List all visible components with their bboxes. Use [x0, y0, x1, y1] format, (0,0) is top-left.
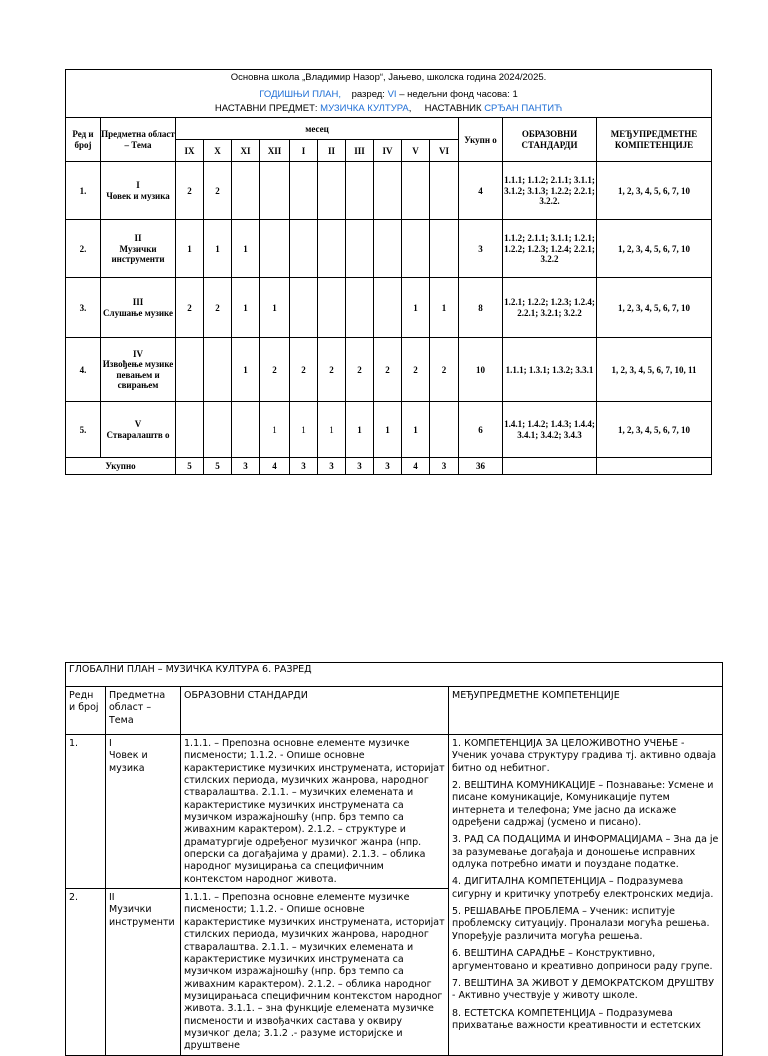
row-total: 6 [459, 402, 503, 458]
hours-cell: 1 [402, 402, 430, 458]
row-topic [101, 278, 176, 338]
topic-name: Стваралаштв о [106, 429, 170, 440]
hours-cell: 1 [402, 278, 430, 338]
hours-cell: 2 [176, 278, 204, 338]
weekly-hours: – недељни фонд часова: 1 [399, 88, 518, 100]
row-competences: 1, 2, 3, 4, 5, 6, 7, 10 [597, 402, 712, 458]
school-line: Основна школа „Владимир Назор“, Јањево, школска година 2024/2025. [230, 72, 547, 83]
topic-name: Човек и музика [109, 750, 148, 774]
hours-cell [290, 220, 318, 278]
hours-cell [290, 278, 318, 338]
row-standards: 1.1.1; 1.3.1; 1.3.2; 3.3.1 [503, 338, 597, 402]
grade-value: VI [387, 88, 397, 100]
hours-cell [260, 162, 290, 220]
hours-cell: 1 [260, 278, 290, 338]
hours-cell [318, 162, 346, 220]
hours-cell: 2 [318, 338, 346, 402]
topic-roman: II [109, 892, 115, 904]
row-topic [101, 338, 176, 402]
total-cell: 3 [430, 458, 459, 475]
col-header-total: Укупн о [459, 118, 503, 162]
row-standards: 1.1.2; 2.1.1; 3.1.1; 1.2.1; 1.2.2; 1.2.3; 1.2.4; 2.2.1; 3.2.2 [503, 220, 597, 278]
col-header-standards: ОБРАЗОВНИ СТАНДАРДИ [181, 687, 449, 735]
hours-cell: 2 [260, 338, 290, 402]
row-total: 4 [459, 162, 503, 220]
hours-cell [374, 278, 402, 338]
topic-name: Музички инструменти [111, 243, 165, 264]
col-header-month: месец [176, 118, 459, 140]
row-topic [106, 735, 181, 889]
topic-roman: I [136, 180, 140, 191]
totals-label: Укупно [66, 458, 176, 475]
col-header-num: Ред и број [66, 118, 101, 162]
month-header: XI [232, 140, 260, 162]
row-standards: 1.2.1; 1.2.2; 1.2.3; 1.2.4; 2.2.1; 3.2.1; 3.2.2 [503, 278, 597, 338]
topic-roman: I [109, 738, 112, 749]
global-plan-table [65, 662, 723, 1056]
table-row [66, 735, 723, 889]
month-header: IV [374, 140, 402, 162]
total-cell: 3 [290, 458, 318, 475]
table-row [66, 338, 712, 402]
row-number: 1. [66, 162, 101, 220]
row-number: 5. [66, 402, 101, 458]
hours-cell [232, 162, 260, 220]
table-row [66, 278, 712, 338]
hours-cell [402, 162, 430, 220]
topic-name: Музички инструменти [109, 904, 175, 928]
hours-cell: 2 [430, 338, 459, 402]
hours-cell: 1 [232, 278, 260, 338]
topic-name: Извођење музике певањем и свирањем [102, 359, 174, 391]
topic-name: Човек и музика [106, 190, 170, 201]
total-cell: 3 [232, 458, 260, 475]
subject-value: МУЗИЧКА КУЛТУРА [320, 102, 409, 114]
competence-item: 5. РЕШАВАЊЕ ПРОБЛЕМА – Ученик: испитује проблемску ситуацију. Проналази могућа решења. Упоређује различита могућа решења. [452, 906, 710, 942]
row-competences: 1, 2, 3, 4, 5, 6, 7, 10 [597, 278, 712, 338]
month-header: I [290, 140, 318, 162]
competence-item: 8. ЕСТЕТСКА КОМПЕТЕНЦИЈА – Подразумева прихватање важности креативности и естетских [452, 1007, 701, 1031]
hours-cell [374, 162, 402, 220]
subject-label: НАСТАВНИ ПРЕДМЕТ: [214, 102, 318, 114]
hours-cell [232, 402, 260, 458]
total-cell: 3 [318, 458, 346, 475]
hours-cell: 2 [290, 338, 318, 402]
hours-cell [176, 402, 204, 458]
table-row [66, 162, 712, 220]
competences-list [449, 735, 723, 1056]
competence-item: 6. ВЕШТИНА САРАДЊЕ – Конструктивно, аргументовано и креативно доприноси раду групе. [452, 948, 713, 972]
competence-item: 7. ВЕШТИНА ЗА ЖИВОТ У ДЕМОКРАТСКОМ ДРУШТВУ - Активно учествује у животу школе. [452, 977, 715, 1002]
month-header: IX [176, 140, 204, 162]
row-number: 2. [66, 220, 101, 278]
topic-roman: II [134, 233, 142, 244]
empty-cell [503, 458, 597, 475]
row-total: 10 [459, 338, 503, 402]
month-header: XII [260, 140, 290, 162]
topic-roman: V [134, 419, 142, 430]
topic-roman: III [132, 297, 144, 308]
hours-cell [346, 220, 374, 278]
row-topic [101, 162, 176, 220]
month-header: VI [430, 140, 459, 162]
col-header-standards: ОБРАЗОВНИ СТАНДАРДИ [503, 118, 597, 162]
row-total: 3 [459, 220, 503, 278]
col-header-area: Предметна област – Тема [106, 687, 181, 735]
hours-cell: 2 [402, 338, 430, 402]
col-header-num: Редн и број [66, 687, 106, 735]
hours-cell: 1 [346, 402, 374, 458]
total-cell: 4 [402, 458, 430, 475]
hours-cell [260, 220, 290, 278]
hours-cell [430, 162, 459, 220]
total-cell: 5 [204, 458, 232, 475]
row-number: 1. [66, 735, 106, 889]
hours-cell: 1 [290, 402, 318, 458]
hours-cell [402, 220, 430, 278]
hours-cell: 2 [374, 338, 402, 402]
plan-header: Основна школа „Владимир Назор“, Јањево, школска година 2024/2025. ГОДИШЊИ ПЛАН, разред: VI – недељни фонд часова: 1 НАСТАВНИ ПРЕДМЕТ: МУЗИЧКА КУЛТУРА, НАСТАВНИК СРЂАН ПАНТИЋ [66, 70, 712, 118]
row-competences: 1, 2, 3, 4, 5, 6, 7, 10, 11 [597, 338, 712, 402]
grade-label: разред: [351, 88, 385, 100]
table-row [66, 220, 712, 278]
hours-cell: 1 [204, 220, 232, 278]
total-cell: 3 [374, 458, 402, 475]
hours-cell [204, 338, 232, 402]
month-header: X [204, 140, 232, 162]
hours-cell: 1 [318, 402, 346, 458]
hours-cell [290, 162, 318, 220]
col-header-competences: МЕЂУПРЕДМЕТНЕ КОМПЕТЕНЦИЈЕ [597, 118, 712, 162]
month-header: V [402, 140, 430, 162]
table-row [66, 402, 712, 458]
competence-item: 4. ДИГИТАЛНА КОМПЕТЕНЦИЈА – Подразумева сигурну и критичку употребу електронских медија. [452, 876, 714, 900]
hours-cell: 1 [430, 278, 459, 338]
teacher-value: СРЂАН ПАНТИЋ [484, 102, 563, 114]
hours-cell: 1 [260, 402, 290, 458]
topic-name: Слушање музике [103, 307, 173, 318]
row-topic [106, 889, 181, 1055]
hours-cell [204, 402, 232, 458]
teacher-label: НАСТАВНИК [424, 102, 482, 114]
row-competences: 1, 2, 3, 4, 5, 6, 7, 10 [597, 220, 712, 278]
hours-cell: 1 [232, 338, 260, 402]
competence-item: 1. КОМПЕТЕНЦИЈА ЗА ЦЕЛОЖИВОТНО УЧЕЊЕ - Ученик уочава структуру градива тј. активно одваја битно од небитног. [452, 738, 717, 774]
hours-cell [318, 220, 346, 278]
row-number: 2. [66, 889, 106, 1055]
hours-cell [346, 162, 374, 220]
month-header: II [318, 140, 346, 162]
hours-cell [374, 220, 402, 278]
hours-cell [430, 402, 459, 458]
topic-roman: IV [132, 349, 143, 360]
row-standards: 1.1.1. – Препозна основне елементе музичке писмености; 1.1.2. - Опише основне карактеристике музичких инструмената, историјат стилских периода, музичких жанрова, народног стваралаштва. 2.1.1. – музичких елемената и карактеристике музичких инструмената са музичком изражајношћу (нпр. брз темпо са живахним карактером). 2.1.2. – структуре и драматургије одређеног музичког жанра (нпр. оперски са догађајима у драми). 2.1.3. – облика народног музицирања са специфичним контекстом народног живота. [181, 735, 449, 889]
row-standards: 1.1.1; 1.1.2; 2.1.1; 3.1.1; 3.1.2; 3.1.3; 1.2.2; 2.2.1; 3.2.2. [503, 162, 597, 220]
total-cell: 4 [260, 458, 290, 475]
row-total: 8 [459, 278, 503, 338]
global-plan-title: ГЛОБАЛНИ ПЛАН – МУЗИЧКА КУЛТУРА 6. РАЗРЕД [66, 663, 723, 687]
hours-cell: 2 [204, 162, 232, 220]
hours-cell: 2 [346, 338, 374, 402]
hours-cell: 1 [176, 220, 204, 278]
row-number: 3. [66, 278, 101, 338]
row-number: 4. [66, 338, 101, 402]
row-standards: 1.1.1. – Препозна основне елементе музичке писмености; 1.1.2. - Опише основне карактеристике музичких инструмената, историјат стилских периода, музичких жанрова, народног стваралаштва. 2.1.1. – музичких елемената и карактеристике музичких инструмената са музичком изражајношћу (нпр. брз темпо са живахним карактером). 2.1.2. – облика народног музицирањаса специфичним контекстом народног живота. 3.1.1. – зна функције елемената музичке писмености и извођачких састава у оквиру музичког дела; 3.1.2 .- разуме историјске и друштвене [181, 889, 449, 1055]
hours-cell [176, 338, 204, 402]
total-cell: 5 [176, 458, 204, 475]
total-cell: 3 [346, 458, 374, 475]
row-competences: 1, 2, 3, 4, 5, 6, 7, 10 [597, 162, 712, 220]
hours-cell: 2 [204, 278, 232, 338]
month-header: III [346, 140, 374, 162]
competence-item: 3. РАД СА ПОДАЦИМА И ИНФОРМАЦИЈАМА – Зна да је за разумевање догађаја и доношење исправних одлука потребно имати и поуздане податке. [452, 834, 719, 871]
row-standards: 1.4.1; 1.4.2; 1.4.3; 1.4.4; 3.4.1; 3.4.2; 3.4.3 [503, 402, 597, 458]
col-header-competences: МЕЂУПРЕДМЕТНЕ КОМПЕТЕНЦИЈЕ [449, 687, 723, 735]
hours-cell [346, 278, 374, 338]
annual-plan-table [65, 69, 712, 475]
col-header-area: Предметна област – Тема [101, 118, 176, 162]
hours-cell: 1 [374, 402, 402, 458]
competence-item: 2. ВЕШТИНА КОМУНИКАЦИЈЕ – Познавање: Усмене и писане комуникације, Комуникације путем интернета и телефона; Уме јасно да искаже одређени садржај (усмено и писано). [452, 780, 714, 829]
row-topic [101, 220, 176, 278]
hours-cell: 2 [176, 162, 204, 220]
hours-cell [318, 278, 346, 338]
hours-cell [430, 220, 459, 278]
row-topic [101, 402, 176, 458]
grand-total: 36 [459, 458, 503, 475]
plan-title: ГОДИШЊИ ПЛАН, [259, 88, 342, 100]
empty-cell [597, 458, 712, 475]
totals-row [66, 458, 712, 475]
hours-cell: 1 [232, 220, 260, 278]
